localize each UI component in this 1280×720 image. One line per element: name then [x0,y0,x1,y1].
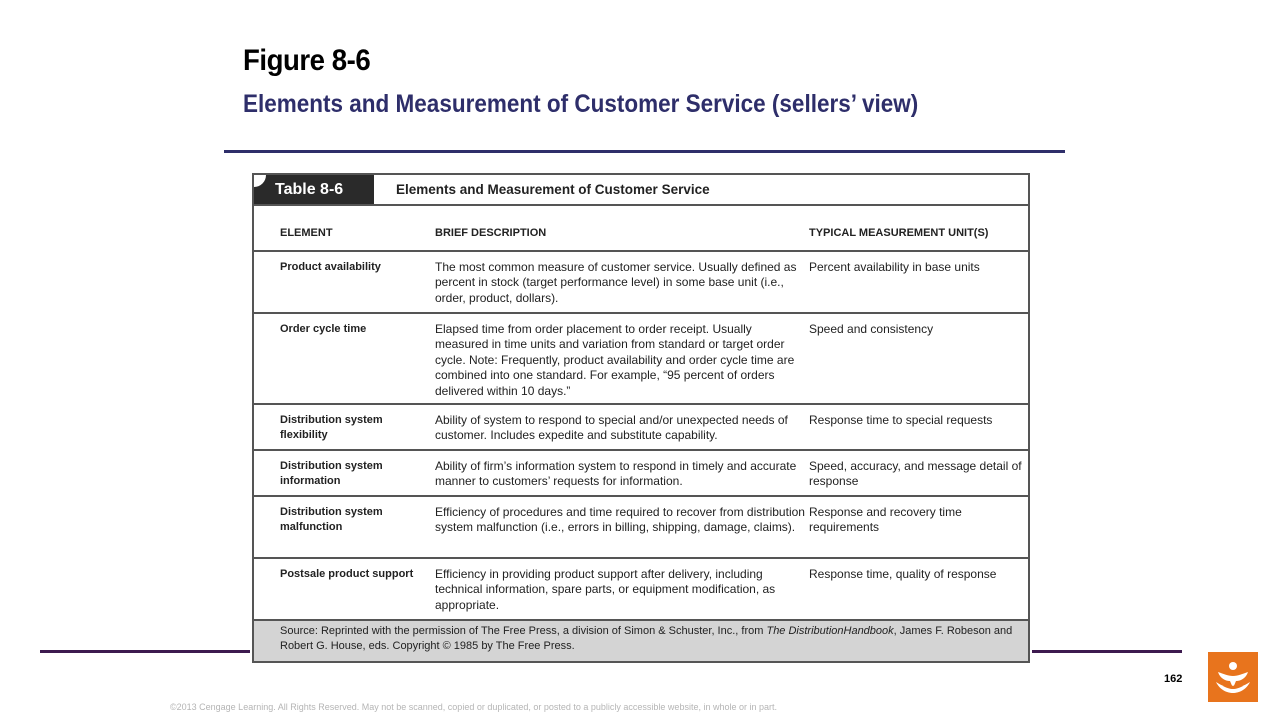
slide-title: Figure 8-6 [243,44,371,77]
table-row [254,495,1028,558]
element-cell: Distribution system flexibility [280,414,383,441]
publisher-logo-icon-graphic [1208,652,1258,702]
element-cell: Distribution system information [280,460,383,487]
unit-cell: Percent availability in base units [809,260,980,274]
figure-heading: Elements and Measurement of Customer Service [396,182,710,197]
unit-cell: Response time, quality of response [809,567,997,581]
column-header-unit: TYPICAL MEASUREMENT UNIT(S) [809,227,989,239]
table-row [254,557,1028,621]
description-cell: Efficiency in providing product support after delivery, including technical information, spare parts, or equipment modification, as appropriate. [435,567,776,612]
unit-cell: Speed, accuracy, and message detail of response [809,459,1022,489]
element-cell: Postsale product support [280,568,414,580]
source-text-end: , James F. Robeson and Robert G. House, eds. Copyright © 1985 by The Free Press. [280,625,1013,652]
description-cell: Ability of system to respond to special and/or unexpected needs of customer. Includes expedite and substitute capability. [435,413,788,443]
description-cell: Elapsed time from order placement to order receipt. Usually measured in time units and variation from standard or target order cycle. Note: Frequently, product availability and order cycle time are combined into one standard. For example, “95 percent of orders delivered within 10 days.” [435,322,795,398]
footer-rule-left [40,650,250,653]
figure-header [254,175,1028,206]
title-divider [224,150,1065,153]
table-row [254,250,1028,313]
copyright-notice: ©2013 Cengage Learning. All Rights Reserved. May not be scanned, copied or duplicated, or posted to a publicly accessible website, in whole or in part. [170,702,777,712]
page-number: 162 [1164,673,1183,685]
source-book-title: The DistributionHandbook [766,625,894,637]
description-cell: The most common measure of customer service. Usually defined as percent in stock (target performance level) in some base unit (i.e., order, product, dollars). [435,260,797,305]
element-cell: Distribution system malfunction [280,506,383,533]
unit-cell: Speed and consistency [809,322,934,336]
column-header-description: BRIEF DESCRIPTION [435,227,547,239]
description-cell: Ability of firm’s information system to respond in timely and accurate manner to customers’ requests for information. [435,459,797,489]
figure-source-note [254,619,1028,661]
element-cell: Order cycle time [280,323,367,335]
figure-tab-label: Table 8-6 [254,175,374,204]
slide-subtitle: Elements and Measurement of Customer Service (sellers’ view) [243,90,919,118]
table-figure [252,173,1030,663]
description-cell: Efficiency of procedures and time required to recover from distribution system malfunction (i.e., errors in billing, shipping, damage, claims). [435,505,805,535]
publisher-logo-icon [1208,652,1258,702]
source-text: Source: Reprinted with the permission of The Free Press, a division of Simon & Schuster, Inc., from [280,625,767,637]
table-row [254,449,1028,496]
table-row [254,403,1028,450]
footer-rule-right [1032,650,1182,653]
column-header-element: ELEMENT [280,227,333,239]
unit-cell: Response and recovery time requirements [809,505,962,535]
unit-cell: Response time to special requests [809,413,993,427]
element-cell: Product availability [280,261,381,273]
table-row [254,312,1028,404]
